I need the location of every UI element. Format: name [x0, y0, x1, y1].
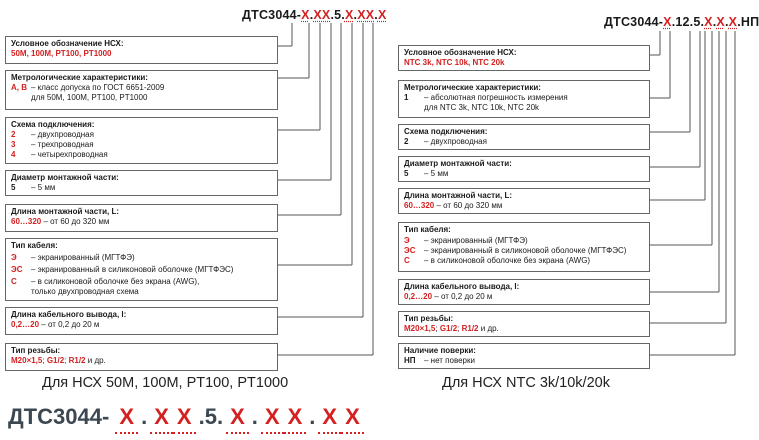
code-position: XX [313, 8, 331, 22]
left-box-metro [5, 70, 278, 110]
box-title: Длина кабельного вывода, l: [404, 282, 520, 291]
option-text: и др. [87, 356, 106, 365]
option-text: – нет поверки [424, 356, 475, 365]
option-key: 5 [11, 183, 16, 192]
option-text: – в силиконовой оболочке без экрана (AWG), [31, 277, 200, 286]
option-text: – от 60 до 320 мм [43, 217, 110, 226]
thread-option: G1/2 [439, 324, 458, 333]
left-model-code [242, 8, 387, 22]
option-text: – экранированный (МГТФЭ) [31, 253, 135, 262]
option-text: – от 60 до 320 мм [436, 201, 503, 210]
code-position: X [119, 404, 135, 429]
code-position: X [154, 404, 169, 429]
option-text-cont: только двухпроводная схема [31, 287, 139, 296]
box-value: NTC 3k, NTC 10k, NTC 20k [404, 58, 505, 67]
code-position: X [176, 404, 192, 429]
box-title: Схема подключения: [11, 120, 95, 129]
box-title: Тип кабеля: [404, 225, 451, 234]
code-separator: .5. [198, 404, 224, 429]
left-box-thread: Тип резьбы: М20×1,5; G1/2; R1/2 и др. [5, 343, 278, 371]
right-box-diameter [398, 156, 650, 182]
option-text: – в силиконовой оболочке без экрана (AWG) [424, 256, 591, 265]
code-position: XX [357, 8, 375, 22]
option-text: – двухпроводная [424, 137, 487, 146]
box-title: Схема подключения: [404, 127, 488, 136]
option-text: – экранированный (МГТФЭ) [424, 236, 528, 245]
option-text: – класс допуска по ГОСТ 6651-2009 [31, 83, 165, 92]
code-position: X [728, 15, 738, 29]
option-text: и др. [480, 324, 499, 333]
code-position: X [287, 404, 303, 429]
code-separator: . [251, 404, 258, 429]
code-position: X [716, 15, 725, 29]
option-key: 60…320 [404, 201, 435, 210]
code-position: X [345, 404, 360, 429]
option-key: 0,2…20 [404, 292, 433, 301]
box-title: Метрологические характеристики: [404, 83, 541, 92]
option-key: С [11, 277, 17, 286]
thread-option: R1/2 [461, 324, 479, 333]
code-separator: .5. [330, 8, 345, 22]
option-key: 3 [11, 140, 16, 149]
thread-option: G1/2 [46, 356, 65, 365]
thread-option: М20×1,5 [404, 324, 436, 333]
code-suffix: .НП [737, 15, 759, 29]
bottom-model-code [8, 404, 364, 430]
code-separator: . [712, 15, 717, 29]
code-separator: . [141, 404, 148, 429]
code-separator: . [724, 15, 729, 29]
right-caption: Для НСХ NTC 3k/10k/20k [442, 375, 610, 391]
code-position: X [301, 8, 310, 22]
option-text: – трехпроводная [31, 140, 94, 149]
right-model-code [604, 15, 759, 29]
option-text-cont: для 50М, 100М, PT100, PT1000 [31, 93, 148, 102]
left-box-cable [5, 238, 278, 301]
right-box-cable-length [398, 279, 650, 305]
code-position: X [377, 8, 387, 22]
right-box-cable [398, 222, 650, 272]
left-box-scheme [5, 117, 278, 164]
box-title: Длина монтажной части, L: [404, 191, 513, 200]
box-title: Длина монтажной части, L: [11, 207, 120, 216]
left-caption: Для НСХ 50М, 100М, PT100, PT1000 [42, 375, 289, 391]
option-text: – экранированный в силиконовой оболочке (МГТФЭС) [424, 246, 627, 255]
option-key: 60…320 [11, 217, 42, 226]
box-title: Тип резьбы: [11, 346, 61, 355]
code-separator: . [309, 8, 314, 22]
box-title: Условное обозначение НСХ: [11, 39, 124, 48]
code-separator: .12.5. [671, 15, 705, 29]
option-text: – от 0,2 до 20 м [41, 320, 100, 329]
box-title: Условное обозначение НСХ: [404, 48, 517, 57]
box-title: Длина кабельного вывода, l: [11, 310, 127, 319]
box-title: Наличие поверки: [404, 346, 476, 355]
option-key: ЭС [11, 265, 23, 274]
code-separator: . [353, 8, 358, 22]
option-key: 2 [404, 137, 409, 146]
left-box-cable-length [5, 307, 278, 335]
option-text: – экранированный в силиконовой оболочке (МГТФЭС) [31, 265, 234, 274]
code-separator: . [309, 404, 316, 429]
option-key: 5 [404, 169, 409, 178]
option-text: – четырехпроводная [31, 150, 108, 159]
option-text-cont: для NTC 3k, NTC 10k, NTC 20k [424, 103, 540, 112]
option-text: – двухпроводная [31, 130, 94, 139]
box-title: Диаметр монтажной части: [404, 159, 512, 168]
code-prefix: ДТС3044- [604, 15, 664, 29]
option-text: – от 0,2 до 20 м [434, 292, 493, 301]
option-key: 0,2…20 [11, 320, 40, 329]
code-position: X [230, 404, 245, 429]
right-box-thread: Тип резьбы: М20×1,5; G1/2; R1/2 и др. [398, 311, 650, 337]
code-position: X [322, 404, 338, 429]
right-box-nsh [398, 45, 650, 71]
right-box-scheme [398, 124, 650, 150]
box-title: Тип резьбы: [404, 314, 454, 323]
option-text: – 5 мм [424, 169, 449, 178]
option-key: ЭС [404, 246, 416, 255]
box-title: Диаметр монтажной части: [11, 173, 119, 182]
box-title: Метрологические характеристики: [11, 73, 148, 82]
right-box-length [398, 188, 650, 214]
option-key: Э [404, 236, 410, 245]
box-value: 50М, 100М, PT100, PT1000 [11, 49, 112, 58]
option-key: 1 [404, 93, 409, 102]
right-box-metro [398, 80, 650, 118]
thread-option: R1/2 [68, 356, 86, 365]
option-key: 4 [11, 150, 16, 159]
right-box-verification [398, 343, 650, 369]
code-position: X [704, 15, 713, 29]
code-separator: . [374, 8, 378, 22]
code-position: X [264, 404, 280, 429]
option-key: С [404, 256, 410, 265]
left-box-nsh [5, 36, 278, 64]
option-text: – абсолютная погрешность измерения [424, 93, 568, 102]
option-key: НП [404, 356, 416, 365]
left-box-diameter [5, 170, 278, 196]
code-position: X [344, 8, 354, 22]
option-key: А, В [11, 83, 27, 92]
left-box-length [5, 204, 278, 232]
code-prefix: ДТС3044- [242, 8, 302, 22]
option-key: Э [11, 253, 17, 262]
box-title: Тип кабеля: [11, 241, 58, 250]
option-text: – 5 мм [31, 183, 56, 192]
code-position: X [663, 15, 672, 29]
code-prefix: ДТС3044- [8, 404, 110, 429]
thread-option: М20×1,5 [11, 356, 43, 365]
option-key: 2 [11, 130, 16, 139]
